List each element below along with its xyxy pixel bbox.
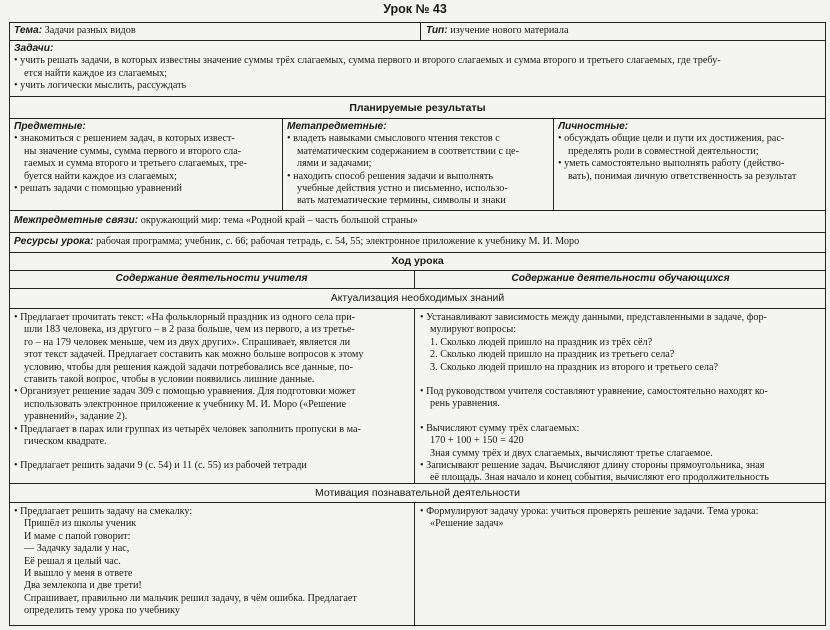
teacher-line: использовать электронное приложение к учебнику М. И. Моро («Решение <box>24 398 346 410</box>
teacher-line: уравнений», задание 2). <box>24 411 128 423</box>
rule <box>9 308 826 309</box>
meta-line: • владеть навыками смыслового чтения текстов с <box>287 133 500 145</box>
teacher-line-blank <box>14 448 412 460</box>
topic-label: Тема: <box>14 25 43 36</box>
students-column-header: Содержание деятельности обучающихся <box>511 273 730 284</box>
student-line: «Решение задач» <box>430 518 504 530</box>
teacher-line: Два землекопа и две трети! <box>24 580 142 592</box>
teacher-line: Пришёл из школы ученик <box>24 518 137 530</box>
tasks-block <box>14 43 822 93</box>
section1-students <box>420 312 824 485</box>
personal-line: вать), понимая личную ответственность за результат <box>568 170 797 182</box>
teacher-line: го – на 179 человек меньше, чем из двух других». Спрашивает, является ли <box>24 336 351 348</box>
topic-row <box>14 25 414 37</box>
student-line: • Записывают решение задач. Вычисляют длину стороны прямоугольника, зная <box>420 460 765 472</box>
student-line: Зная сумму трёх и двух слагаемых, вычисляют третье слагаемое. <box>430 447 713 459</box>
subject-line: ны значение суммы, сумма первого и второго сла- <box>24 145 242 157</box>
student-line: рень уравнения. <box>430 398 500 410</box>
teacher-line: И маме с папой говорит: <box>24 530 131 542</box>
personal-line: • обсуждать общие цели и пути их достижения, рас- <box>558 133 785 145</box>
student-line-blank <box>420 374 824 386</box>
resources-label: Ресурсы урока: <box>14 236 94 247</box>
teacher-line: • Организует решение задач 309 с помощью уравнения. Для подготовки может <box>14 386 356 398</box>
lesson-flow-header: Ход урока <box>391 255 444 267</box>
subject-label: Предметные: <box>14 121 86 132</box>
resources-value: рабочая программа; учебник, с. 66; рабочая тетрадь, с. 54, 55; электронное приложение к учебнику М. И. Моро <box>96 236 580 247</box>
tasks-line: • учить логически мыслить, рассуждать <box>14 80 187 92</box>
personal-results <box>558 121 824 183</box>
subject-line: • знакомиться с решением задач, в которых извест- <box>14 133 235 145</box>
teacher-line: условию, чтобы для решения каждой задачи потребовались все данные, по- <box>24 361 353 373</box>
meta-line: вать математические термины, символы и знаки <box>297 195 506 207</box>
planned-results-header: Планируемые результаты <box>349 102 486 114</box>
student-line: 2. Сколько людей пришло на праздник из третьего села? <box>430 349 675 361</box>
student-line: • Устанавливают зависимость между данными, представленными в задаче, фор- <box>420 312 767 323</box>
rule <box>553 118 554 210</box>
rule <box>282 118 283 210</box>
interdisciplinary-row <box>14 215 822 227</box>
interdisciplinary-value: окружающий мир: тема «Родной край – часть большой страны» <box>140 215 418 226</box>
teacher-line: определить тему урока по учебнику <box>24 605 180 617</box>
teacher-line: И вышло у меня в ответе <box>24 568 133 580</box>
type-value: изучение нового материала <box>450 25 569 36</box>
subject-line: гаемых и сумма второго и третьего слагаемых, тре- <box>24 158 247 170</box>
tasks-line: • учить решать задачи, в которых известны значение суммы трёх слагаемых, сумма первого и второго слагаемых и сумма второго и третьего слагаемых, где требу- <box>14 55 721 67</box>
rule <box>9 118 826 119</box>
student-line: её площадь. Зная начало и конец события, вычисляют его продолжительность <box>430 472 769 484</box>
interdisciplinary-label: Межпредметные связи: <box>14 215 139 226</box>
rule <box>420 22 421 40</box>
rule <box>9 232 826 233</box>
tasks-line: ется найти каждое из слагаемых; <box>24 67 168 79</box>
student-line: • Под руководством учителя составляют уравнение, самостоятельно находят ко- <box>420 386 768 398</box>
personal-line: • уметь самостоятельно выполнять работу (действо- <box>558 158 785 170</box>
topic-value: Задачи разных видов <box>44 25 136 36</box>
student-line-blank <box>420 411 824 423</box>
section1-teacher <box>14 312 412 473</box>
personal-label: Личностные: <box>558 121 629 132</box>
meta-line: математическим содержанием в соответствии с це- <box>297 145 519 157</box>
rule <box>9 502 826 503</box>
lesson-plan-table <box>9 22 826 626</box>
student-line: 3. Сколько людей пришло на праздник из второго и третьего села? <box>430 361 719 373</box>
teacher-column-header: Содержание деятельности учителя <box>115 273 308 284</box>
section2-teacher <box>14 506 412 618</box>
teacher-line: • Предлагает решить задачи 9 (с. 54) и 11 (с. 55) из рабочей тетради <box>14 460 307 472</box>
rule <box>9 288 826 289</box>
subject-line: буется найти каждое из слагаемых; <box>24 170 177 182</box>
meta-label: Метапредметные: <box>287 121 387 132</box>
meta-line: учебные действия устно и письменно, использо- <box>297 183 508 195</box>
teacher-line: • Предлагает решить задачу на смекалку: <box>14 506 193 517</box>
type-row <box>426 25 822 37</box>
rule <box>414 308 415 483</box>
subject-line: • решать задачи с помощью уравнений <box>14 183 182 195</box>
resources-row <box>14 236 822 248</box>
meta-results <box>287 121 550 208</box>
teacher-line: Спрашивает, правильно ли мальчик решил задачу, в чём ошибка. Предлагает <box>24 592 357 604</box>
type-label: Тип: <box>426 25 448 36</box>
student-line: • Формулируют задачу урока: учиться проверять решение задачи. Тема урока: <box>420 506 759 517</box>
rule <box>9 270 826 271</box>
meta-line: лями и задачами; <box>297 158 372 170</box>
teacher-line: шли 183 человека, из другого – в 2 раза больше, чем из первого, а из третье- <box>24 324 355 336</box>
student-line: • Вычисляют сумму трёх слагаемых: <box>420 422 580 434</box>
rule <box>414 502 415 626</box>
teacher-line: этот текст задачей. Предлагает составить как можно больше вопросов к этому <box>24 349 364 361</box>
student-line: 1. Сколько людей пришло на праздник из трёх сёл? <box>430 336 653 348</box>
rule <box>9 252 826 253</box>
teacher-line: гическом квадрате. <box>24 436 107 448</box>
personal-line: пределять роли в совместной деятельности; <box>568 145 759 157</box>
rule <box>9 96 826 97</box>
section2-students <box>420 506 824 531</box>
section-title-actualization: Актуализация необходимых знаний <box>330 292 505 304</box>
subject-results <box>14 121 280 195</box>
teacher-line: Её решал я целый час. <box>24 555 121 567</box>
teacher-line: • Предлагает прочитать текст: «На фольклорный праздник из одного села при- <box>14 312 356 323</box>
lesson-title: Урок № 43 <box>383 2 447 16</box>
teacher-line: — Задачку задали у нас, <box>24 543 130 555</box>
section-title-motivation: Мотивация познавательной деятельности <box>314 487 521 499</box>
meta-line: • находить способ решения задачи и выполнять <box>287 170 494 182</box>
teacher-line: ставить такой вопрос, чтобы в условии появились лишние данные. <box>24 374 315 386</box>
student-line: 170 + 100 + 150 = 420 <box>430 435 524 447</box>
rule <box>9 40 826 41</box>
student-line: мулируют вопросы: <box>430 324 517 336</box>
teacher-line: • Предлагает в парах или группах из четырёх человек заполнить пропуски в ма- <box>14 423 361 435</box>
tasks-label: Задачи: <box>14 43 54 54</box>
rule <box>9 210 826 211</box>
